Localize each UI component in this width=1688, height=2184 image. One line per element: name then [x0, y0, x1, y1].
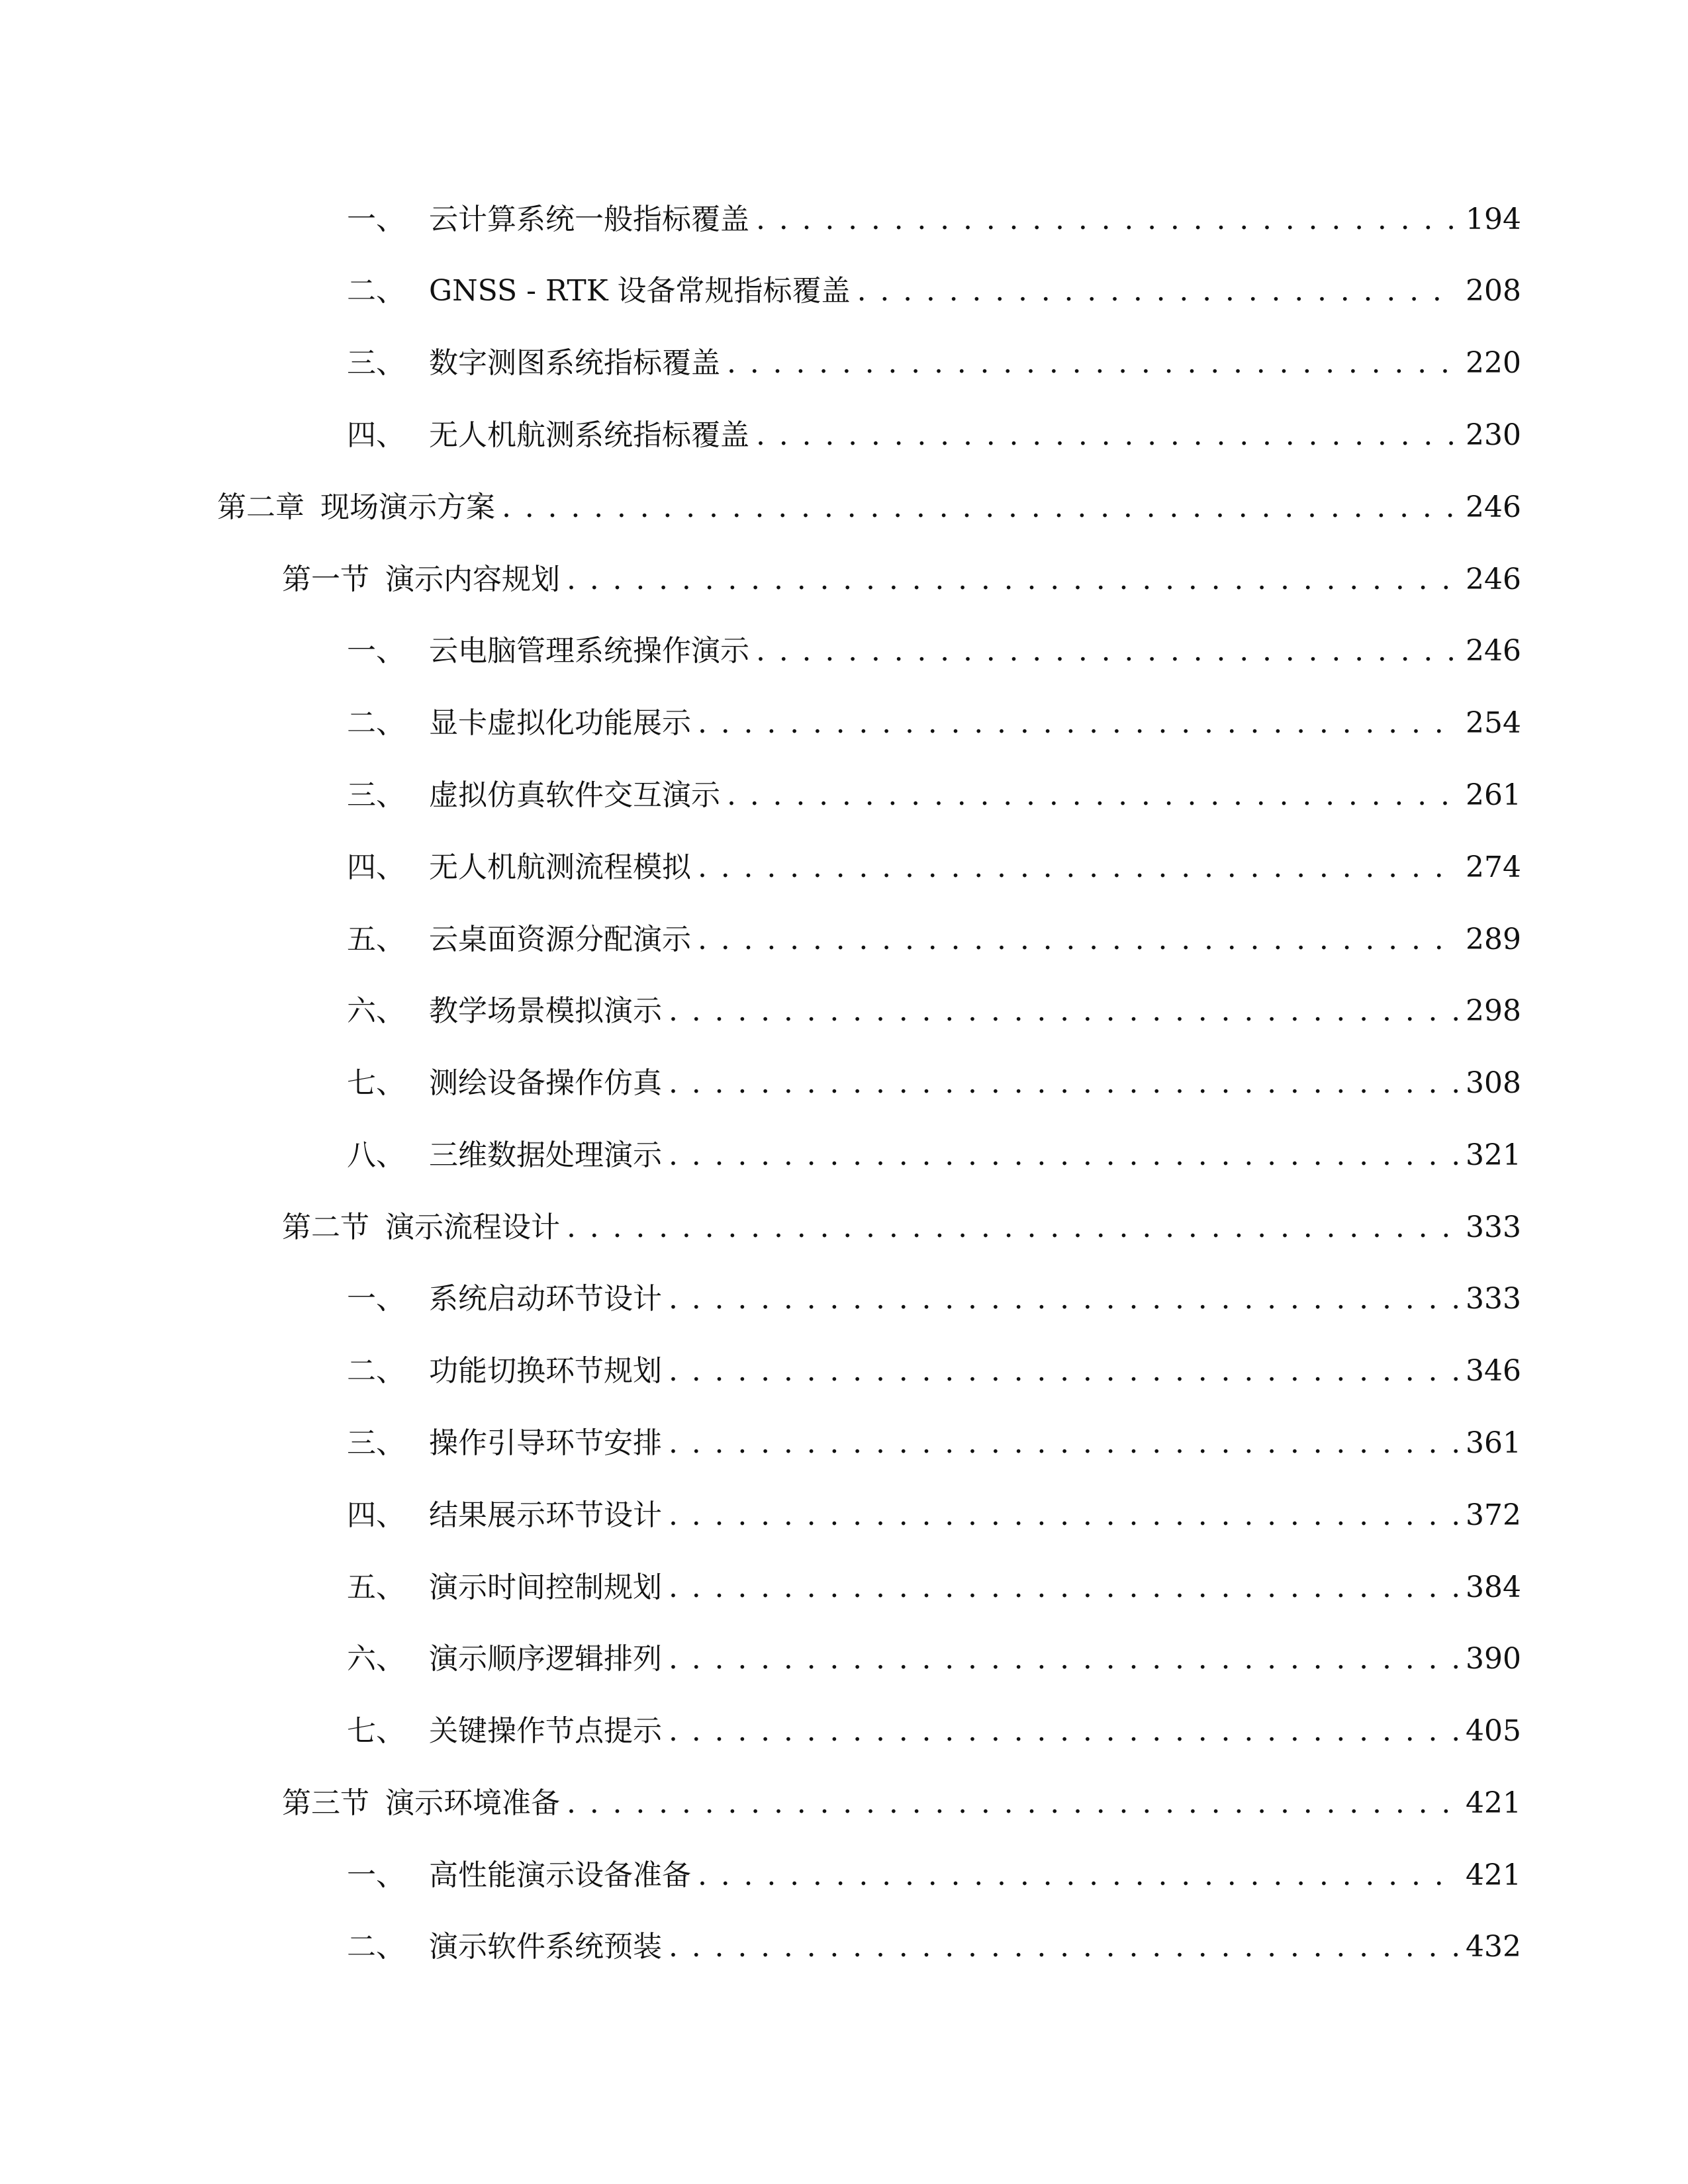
toc-entry-title: 演示顺序逻辑排列 — [429, 1642, 662, 1676]
toc-entry-title: 演示流程设计 — [385, 1210, 560, 1244]
toc-entry-page: 298 — [1466, 994, 1521, 1028]
toc-entry[interactable] — [347, 988, 1521, 1034]
toc-entry[interactable] — [347, 1060, 1521, 1107]
dot-leader — [669, 1924, 1458, 1970]
dot-leader — [756, 628, 1458, 674]
toc-entry-number: 三、 — [347, 346, 405, 380]
toc-entry-number: 七、 — [347, 1066, 405, 1100]
toc-entry[interactable] — [347, 1852, 1521, 1899]
toc-entry-title: 显卡虚拟化功能展示 — [429, 706, 691, 740]
toc-entry-title: 测绘设备操作仿真 — [429, 1066, 662, 1100]
toc-entry-number: 三、 — [347, 1426, 405, 1460]
dot-leader — [669, 1276, 1458, 1322]
toc-entry[interactable] — [347, 1348, 1521, 1394]
toc-entry-title: 演示时间控制规划 — [429, 1570, 662, 1604]
toc-entry-number: 二、 — [347, 274, 405, 308]
toc-entry-title: 演示软件系统预装 — [429, 1930, 662, 1964]
toc-entry-number: 一、 — [347, 1858, 405, 1892]
toc-entry-title: 虚拟仿真软件交互演示 — [429, 778, 720, 812]
toc-entry[interactable] — [347, 917, 1521, 963]
dot-leader — [756, 412, 1458, 459]
dot-leader — [502, 484, 1458, 531]
toc-entry-title: 现场演示方案 — [320, 490, 495, 524]
toc-entry-page: 246 — [1466, 634, 1521, 668]
toc-entry[interactable] — [347, 1636, 1521, 1682]
toc-entry-page: 361 — [1466, 1426, 1521, 1460]
dot-leader — [669, 1492, 1458, 1539]
toc-entry[interactable] — [347, 1924, 1521, 1970]
toc-entry[interactable] — [347, 340, 1521, 387]
toc-entry-number: 一、 — [347, 203, 405, 236]
toc-entry-title: 无人机航测流程模拟 — [429, 850, 691, 884]
toc-entry-page: 261 — [1466, 778, 1521, 812]
toc-entry-page: 246 — [1466, 563, 1521, 596]
toc-entry-page: 390 — [1466, 1642, 1521, 1676]
toc-entry-number: 四、 — [347, 1498, 405, 1532]
dot-leader — [727, 340, 1458, 387]
toc-entry-page: 432 — [1466, 1930, 1521, 1964]
toc-entry-page: 421 — [1466, 1786, 1521, 1820]
toc-entry[interactable] — [347, 844, 1521, 891]
dot-leader — [669, 1708, 1458, 1754]
toc-section-entry[interactable] — [282, 557, 1521, 603]
dot-leader — [698, 700, 1458, 747]
toc-entry-page: 194 — [1466, 203, 1521, 236]
toc-entry-title: 演示环境准备 — [385, 1786, 560, 1820]
toc-entry-title: 演示内容规划 — [385, 563, 560, 596]
toc-entry-title: 操作引导环节安排 — [429, 1426, 662, 1460]
toc-entry[interactable] — [347, 412, 1521, 459]
toc-entry-title: 结果展示环节设计 — [429, 1498, 662, 1532]
toc-entry-number: 第二节 — [282, 1210, 369, 1244]
toc-entry-title: 云电脑管理系统操作演示 — [429, 634, 749, 668]
toc-entry-page: 289 — [1466, 923, 1521, 956]
toc-entry-number: 四、 — [347, 418, 405, 452]
toc-entry-page: 384 — [1466, 1570, 1521, 1604]
toc-entry-number: 第一节 — [282, 563, 369, 596]
toc-entry-number: 二、 — [347, 1930, 405, 1964]
toc-entry-number: 六、 — [347, 994, 405, 1028]
toc-entry-title: 云桌面资源分配演示 — [429, 923, 691, 956]
toc-entry[interactable] — [347, 772, 1521, 819]
toc-entry-number: 六、 — [347, 1642, 405, 1676]
toc-entry-number: 五、 — [347, 923, 405, 956]
dot-leader — [669, 1132, 1458, 1179]
toc-entry[interactable] — [347, 700, 1521, 747]
toc-section-entry[interactable] — [282, 1205, 1521, 1251]
dot-leader — [567, 1780, 1458, 1827]
toc-entry-page: 346 — [1466, 1354, 1521, 1388]
toc-entry-page: 372 — [1466, 1498, 1521, 1532]
toc-entry-number: 二、 — [347, 706, 405, 740]
toc-entry-page: 230 — [1466, 418, 1521, 452]
toc-chapter-entry[interactable] — [217, 484, 1521, 531]
toc-entry-page: 208 — [1466, 274, 1521, 308]
toc-entry-page: 308 — [1466, 1066, 1521, 1100]
toc-entry[interactable] — [347, 1276, 1521, 1322]
dot-leader — [669, 1420, 1458, 1467]
dot-leader — [727, 772, 1458, 819]
toc-entry-title: 系统启动环节设计 — [429, 1282, 662, 1316]
toc-entry[interactable] — [347, 1132, 1521, 1179]
toc-entry[interactable] — [347, 268, 1521, 314]
toc-entry-page: 321 — [1466, 1138, 1521, 1172]
toc-entry-title: 功能切换环节规划 — [429, 1354, 662, 1388]
toc-entry-title: 无人机航测系统指标覆盖 — [429, 418, 749, 452]
toc-entry-number: 七、 — [347, 1714, 405, 1748]
dot-leader — [567, 1205, 1458, 1251]
toc-entry-page: 333 — [1466, 1210, 1521, 1244]
toc-entry-title: 教学场景模拟演示 — [429, 994, 662, 1028]
toc-entry-page: 246 — [1466, 490, 1521, 524]
toc-entry[interactable] — [347, 1420, 1521, 1467]
toc-entry[interactable] — [347, 1565, 1521, 1611]
toc-entry[interactable] — [347, 1492, 1521, 1539]
toc-entry-page: 333 — [1466, 1282, 1521, 1316]
toc-entry[interactable] — [347, 1708, 1521, 1754]
toc-entry-number: 五、 — [347, 1570, 405, 1604]
toc-entry-number: 八、 — [347, 1138, 405, 1172]
toc-entry-number: 三、 — [347, 778, 405, 812]
dot-leader — [698, 1852, 1458, 1899]
toc-entry-title: 高性能演示设备准备 — [429, 1858, 691, 1892]
dot-leader — [857, 268, 1458, 314]
toc-entry-title: 云计算系统一般指标覆盖 — [429, 203, 749, 236]
toc-entry-number: 第二章 — [217, 490, 305, 524]
toc-entry[interactable] — [347, 197, 1521, 243]
toc-entry-title: 数字测图系统指标覆盖 — [429, 346, 720, 380]
toc-entry[interactable] — [347, 628, 1521, 674]
toc-entry-number: 一、 — [347, 1282, 405, 1316]
dot-leader — [698, 844, 1458, 891]
dot-leader — [567, 557, 1458, 603]
dot-leader — [669, 1060, 1458, 1107]
toc-entry-number: 四、 — [347, 850, 405, 884]
toc-entry-title: 关键操作节点提示 — [429, 1714, 662, 1748]
dot-leader — [669, 1348, 1458, 1394]
toc-entry-page: 405 — [1466, 1714, 1521, 1748]
dot-leader — [669, 1636, 1458, 1682]
toc-entry-page: 220 — [1466, 346, 1521, 380]
toc-entry-title: 三维数据处理演示 — [429, 1138, 662, 1172]
toc-section-entry[interactable] — [282, 1780, 1521, 1827]
toc-entry-page: 421 — [1466, 1858, 1521, 1892]
toc-entry-page: 254 — [1466, 706, 1521, 740]
dot-leader — [669, 1565, 1458, 1611]
toc-entry-title: GNSS - RTK 设备常规指标覆盖 — [429, 274, 851, 308]
dot-leader — [756, 197, 1458, 243]
dot-leader — [698, 917, 1458, 963]
toc-entry-number: 第三节 — [282, 1786, 369, 1820]
dot-leader — [669, 988, 1458, 1034]
toc-entry-number: 一、 — [347, 634, 405, 668]
toc-entry-number: 二、 — [347, 1354, 405, 1388]
toc-entry-page: 274 — [1466, 850, 1521, 884]
